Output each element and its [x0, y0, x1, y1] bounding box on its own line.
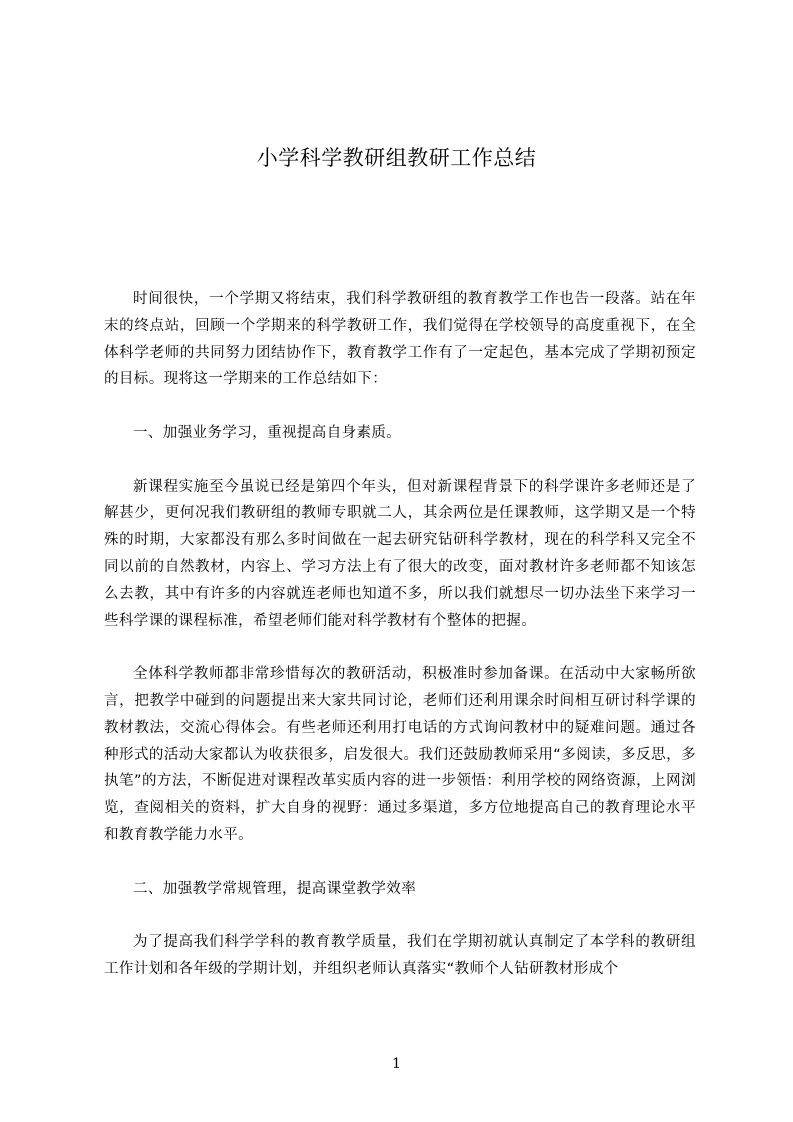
paragraph-study: 新课程实施至今虽说已经是第四个年头，但对新课程背景下的科学课许多老师还是了解甚少，更何况我们教研组的教师专职就二人，其余两位是任课教师，这学期又是一个特殊的时期，大家都没有那么多时间做在一起去研究钻研科学教材，现在的科学科又完全不同以前的自然教材，内容上、学习方法上有了很大的改变，面对教材许多老师都不知该怎么去教，其中有许多的内容就连老师也知道不多，所以我们就想尽一切办法坐下来学习一些科学课的课程标准，希望老师们能对科学教材有个整体的把握。 — [104, 478, 696, 629]
section-heading-1: 一、加强业务学习，重视提高自身素质。 — [133, 424, 402, 441]
document-title: 小学科学教研组教研工作总结 — [256, 146, 537, 170]
paragraph-intro: 时间很快，一个学期又将结束，我们科学教研组的教育教学工作也告一段落。站在年末的终点站，回顾一个学期来的科学教研工作，我们觉得在学校领导的高度重视下，在全体科学老师的共同努力团结协作下，教育教学工作有了一定起色，基本完成了学期初预定的目标。现将这一学期来的工作总结如下： — [104, 291, 696, 388]
document-body — [104, 286, 696, 983]
paragraph-activities: 全体科学教师都非常珍惜每次的教研活动，积极准时参加备课。在活动中大家畅所欲言，把教学中碰到的问题提出来大家共同讨论，老师们还利用课余时间相互研讨科学课的教材教法，交流心得体会。有些老师还利用打电话的方式询问教材中的疑难问题。通过各种形式的活动大家都认为收获很多，启发很大。我们还鼓励教师采用“多阅读，多反思，多执笔”的方法，不断促进对课程改革实质内容的进一步领悟：利用学校的网络资源，上网浏览，查阅相关的资料，扩大自身的视野：通过多渠道，多方位地提高自己的教育理论水平和教育教学能力水平。 — [104, 666, 696, 843]
page-number: 1 — [392, 1056, 401, 1072]
section-heading-2: 二、加强教学常规管理，提高课堂教学效率 — [133, 880, 417, 897]
paragraph-quality: 为了提高我们科学学科的教育教学质量，我们在学期初就认真制定了本学科的教研组工作计划和各年级的学期计划，并组织老师认真落实“教师个人钻研教材形成个 — [104, 934, 696, 977]
